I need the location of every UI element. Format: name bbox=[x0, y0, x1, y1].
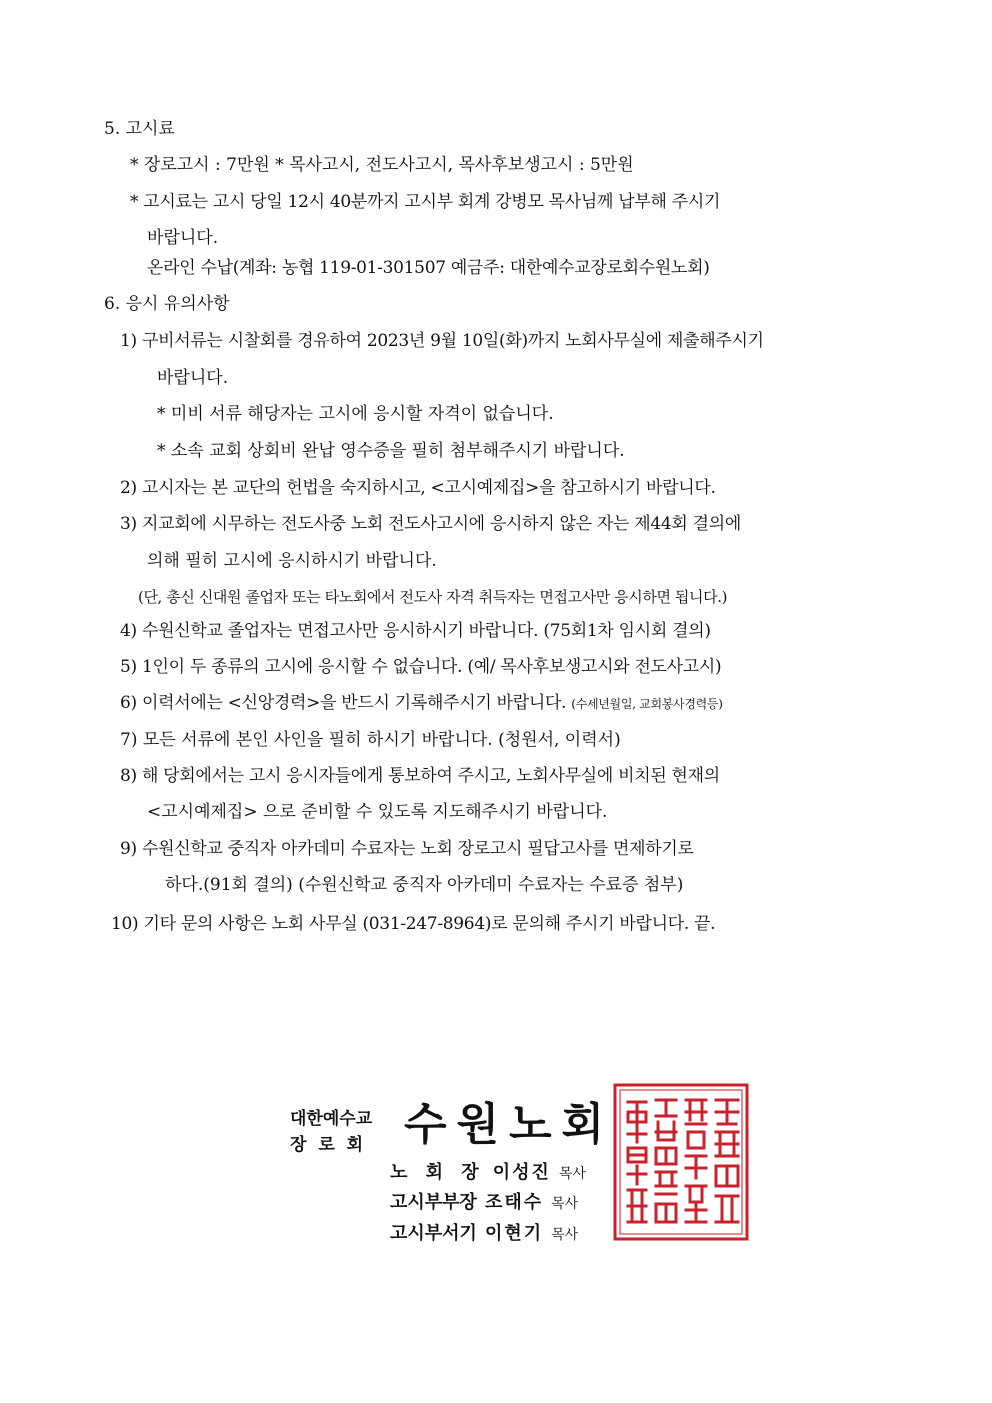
officer-role: 목사 bbox=[551, 1196, 579, 1212]
item-10: 10) 기타 문의 사항은 노회 사무실 (031-247-8964)로 문의해 주시기 바랍니다. 끝. bbox=[111, 914, 716, 934]
officer-exam-clerk bbox=[390, 1219, 578, 1245]
item-3-line1: 3) 지교회에 시무하는 전도사중 노회 전도사고시에 응시하지 않은 자는 제44회 결의에 bbox=[120, 514, 741, 534]
officer-name: 조태수 bbox=[484, 1192, 544, 1213]
officer-role: 목사 bbox=[551, 1227, 579, 1243]
item-8-line2: <고시예제집> 으로 준비할 수 있도록 지도해주시기 바랍니다. bbox=[147, 802, 608, 822]
officer-name: 이성진 bbox=[492, 1162, 551, 1183]
officer-title: 고시부부장 bbox=[390, 1192, 477, 1213]
item-6-note: (수세년월일, 교회봉사경력등) bbox=[571, 697, 723, 711]
item-3-note: (단, 총신 신대원 졸업자 또는 타노회에서 전도사 자격 취득자는 면접고사만 응시하면 됩니다.) bbox=[138, 588, 728, 606]
item-2: 2) 고시자는 본 교단의 헌법을 숙지하시고, <고시예제집>을 참고하시기 바랍니다. bbox=[120, 478, 716, 498]
org-name-line1: 대한예수교 bbox=[290, 1109, 373, 1129]
item-9-line1: 9) 수원신학교 중직자 아카데미 수료자는 노회 장로고시 필답고사를 면제하기로 bbox=[120, 839, 694, 859]
officer-exam-chair bbox=[390, 1188, 578, 1214]
officer-moderator bbox=[390, 1158, 586, 1184]
item-4: 4) 수원신학교 졸업자는 면접고사만 응시하시기 바랍니다. (75회1차 임시회 결의) bbox=[120, 621, 711, 641]
fee-payment-line2: 바랍니다. bbox=[147, 228, 219, 248]
officer-role: 목사 bbox=[558, 1166, 586, 1182]
org-name-line2: 장 로 회 bbox=[290, 1135, 367, 1155]
fee-payment-line1: * 고시료는 고시 당일 12시 40분까지 고시부 회계 강병모 목사님께 납부해 주시기 bbox=[130, 192, 721, 212]
online-payment: 온라인 수납(계좌: 농협 119-01-301507 예금주: 대한예수교장로회수원노회) bbox=[147, 258, 710, 278]
item-9-line2: 하다.(91회 결의) (수원신학교 중직자 아카데미 수료자는 수료증 첨부) bbox=[165, 875, 684, 895]
item-5: 5) 1인이 두 종류의 고시에 응시할 수 없습니다. (예/ 목사후보생고시와 전도사고시) bbox=[120, 657, 722, 677]
officer-name: 이현기 bbox=[484, 1223, 544, 1244]
presbytery-name: 수원노회 bbox=[404, 1099, 615, 1150]
item-1-note2: * 소속 교회 상회비 완납 영수증을 필히 첨부해주시기 바랍니다. bbox=[157, 441, 625, 461]
officer-title: 고시부서기 bbox=[390, 1223, 477, 1244]
item-8-line1: 8) 해 당회에서는 고시 응시자들에게 통보하여 주시고, 노회사무실에 비치된 현재의 bbox=[120, 766, 720, 786]
item-3-line2: 의해 필히 고시에 응시하시기 바랍니다. bbox=[147, 551, 437, 571]
item-7: 7) 모든 서류에 본인 사인을 필히 하시기 바랍니다. (청원서, 이력서) bbox=[120, 730, 621, 750]
item-6 bbox=[120, 692, 723, 715]
exam-fees: * 장로고시 : 7만원 * 목사고시, 전도사고시, 목사후보생고시 : 5만원 bbox=[130, 155, 634, 175]
officer-title: 노 회 장 bbox=[390, 1162, 485, 1183]
item-1-line1: 1) 구비서류는 시찰회를 경유하여 2023년 9월 10일(화)까지 노회사무실에 제출해주시기 bbox=[120, 331, 764, 351]
official-seal-stamp bbox=[612, 1082, 750, 1242]
item-1-note1: * 미비 서류 해당자는 고시에 응시할 자격이 없습니다. bbox=[157, 404, 554, 424]
section-5-heading: 5. 고시료 bbox=[104, 119, 175, 139]
section-6-heading: 6. 응시 유의사항 bbox=[104, 294, 230, 314]
item-1-line2: 바랍니다. bbox=[157, 368, 229, 388]
item-6-main: 6) 이력서에는 <신앙경력>을 반드시 기록해주시기 바랍니다. bbox=[120, 693, 567, 713]
